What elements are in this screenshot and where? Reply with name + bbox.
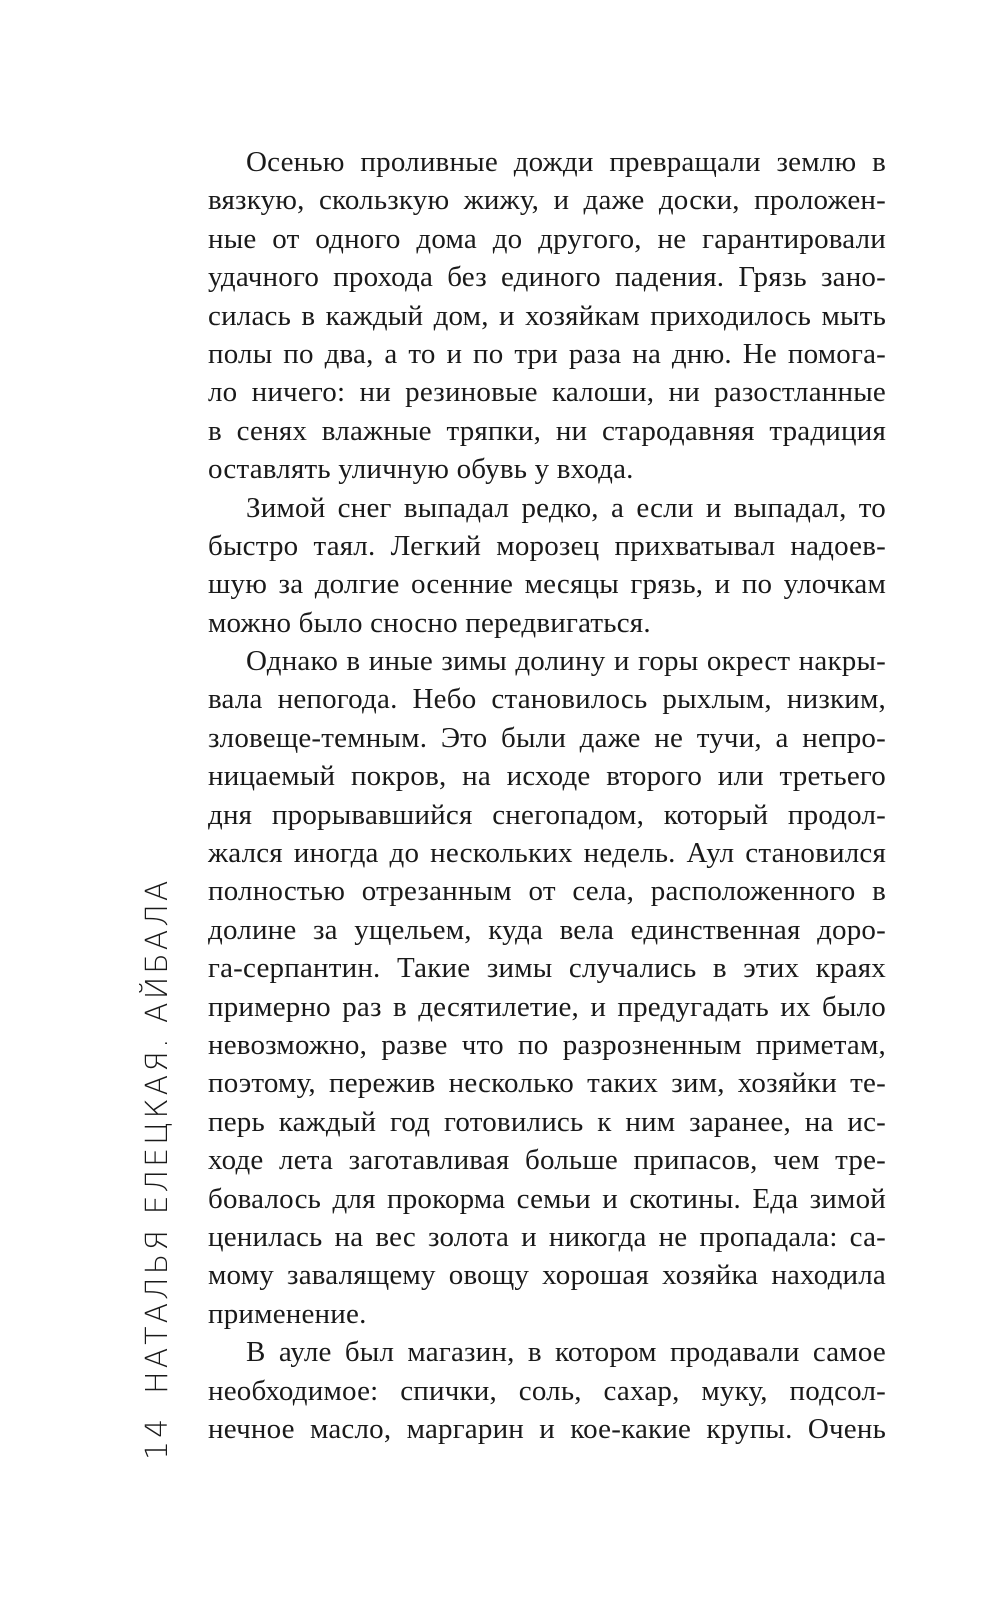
text-line: необходимое: спички, соль, сахар, муку, подсол-	[208, 1374, 886, 1407]
text-line: примерно раз в десятилетие, и предугадать их было	[208, 990, 886, 1023]
text-line: ло ничего: ни резиновые калоши, ни разостланные	[208, 376, 886, 409]
text-line: зловеще-темным. Это были даже не тучи, а непро-	[208, 721, 886, 754]
text-line: применение.	[208, 1297, 367, 1330]
text-line: оставлять уличную обувь у входа.	[208, 453, 634, 486]
text-line: Однако в иные зимы долину и горы окрест накры-	[246, 645, 886, 678]
running-head	[140, 877, 175, 1461]
text-line: удачного прохода без единого падения. Грязь зано-	[208, 261, 886, 294]
text-line: ходе лета заготавливая больше припасов, чем тре-	[208, 1144, 886, 1177]
text-line: дня прорывавшийся снегопадом, который продол-	[208, 798, 886, 831]
page-number: 14	[140, 1415, 175, 1460]
text-line: быстро таял. Легкий морозец прихватывал надоев-	[208, 529, 886, 562]
text-line: нечное масло, маргарин и кое-какие крупы. Очень	[208, 1412, 886, 1445]
body-text	[208, 143, 886, 1448]
running-head-text	[140, 878, 175, 1460]
text-line: вала непогода. Небо становилось рыхлым, низким,	[208, 683, 886, 716]
text-line: вязкую, скользкую жижу, и даже доски, проложен-	[208, 184, 886, 217]
text-line: жался иногда до нескольких недель. Аул становился	[208, 837, 886, 870]
text-line: перь каждый год готовились к ним заранее, на ис-	[208, 1105, 886, 1138]
text-line: невозможно, разве что по разрозненным приметам,	[208, 1028, 886, 1061]
text-line: поэтому, пережив несколько таких зим, хозяйки те-	[208, 1067, 886, 1100]
text-line: Осенью проливные дожди превращали землю в	[246, 146, 886, 178]
text-line: можно было сносно передвигаться.	[208, 606, 651, 639]
text-line: полы по два, а то и по три раза на дню. Не помога-	[208, 337, 886, 370]
text-line: га-серпантин. Такие зимы случались в этих краях	[208, 952, 886, 985]
text-line: мому завалящему овощу хорошая хозяйка находила	[208, 1259, 886, 1292]
text-line: бовалось для прокорма семьи и скотины. Еда зимой	[208, 1182, 886, 1215]
text-line: полностью отрезанным от села, расположенного в	[208, 875, 886, 908]
text-line: Зимой снег выпадал редко, а если и выпадал, то	[246, 491, 886, 524]
text-line: ные от одного дома до другого, не гарантировали	[208, 222, 886, 255]
text-line: силась в каждый дом, и хозяйкам приходилось мыть	[208, 299, 886, 332]
text-line: долине за ущельем, куда вела единственная доро-	[208, 913, 886, 946]
text-line: шую за долгие осенние месяцы грязь, и по улочкам	[208, 568, 886, 601]
text-line: В ауле был магазин, в котором продавали самое	[246, 1336, 886, 1369]
text-line: ценилась на вес золота и никогда не пропадала: са-	[208, 1220, 886, 1253]
author-title: НАТАЛЬЯ ЕЛЕЦКАЯ. АЙБАЛА	[140, 877, 175, 1394]
text-line: ницаемый покров, на исходе второго или третьего	[208, 760, 886, 793]
text-line: в сенях влажные тряпки, ни стародавняя традиция	[208, 414, 886, 447]
